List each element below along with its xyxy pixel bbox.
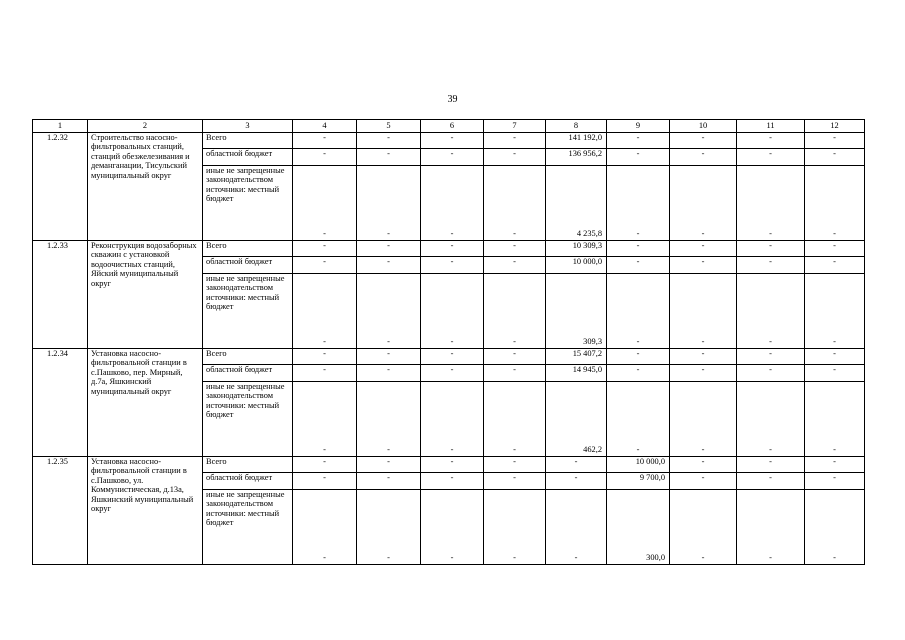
value-cell: - [357,457,421,473]
value-cell: - [737,133,805,149]
value-cell: - [357,257,421,274]
value-cell: - [737,382,805,457]
item-code: 1.2.33 [33,241,88,349]
value-cell: - [670,490,737,565]
column-header: 5 [357,120,421,133]
value-cell: - [421,133,484,149]
value-cell: - [293,457,357,473]
value-cell: - [670,274,737,349]
column-header: 3 [203,120,293,133]
value-cell: - [737,274,805,349]
value-cell: - [484,149,546,166]
value-cell: - [421,365,484,382]
value-cell: - [670,382,737,457]
column-header: 12 [805,120,865,133]
column-header: 2 [88,120,203,133]
value-cell: - [357,490,421,565]
value-cell: - [293,490,357,565]
value-cell: - [805,349,865,365]
value-cell: - [293,149,357,166]
value-cell: - [293,257,357,274]
value-cell: - [484,490,546,565]
funding-source-label: областной бюджет [206,365,273,374]
value-cell: - [484,257,546,274]
value-cell: - [421,149,484,166]
value-cell: 136 956,2 [546,149,607,166]
value-cell: - [357,274,421,349]
value-cell: - [805,473,865,490]
value-cell: - [484,349,546,365]
value-cell: - [357,473,421,490]
value-cell: - [607,166,670,241]
value-cell: - [670,149,737,166]
value-cell: 300,0 [607,490,670,565]
value-cell: - [805,166,865,241]
value-cell: - [805,149,865,166]
value-cell: - [805,241,865,257]
value-cell: 14 945,0 [546,365,607,382]
value-cell: 4 235,8 [546,166,607,241]
value-cell: - [805,133,865,149]
value-cell: - [805,382,865,457]
value-cell: - [737,257,805,274]
value-cell: - [607,257,670,274]
value-cell: - [293,473,357,490]
funding-source [203,257,293,274]
value-cell: - [607,365,670,382]
value-cell: - [484,274,546,349]
value-cell: - [737,349,805,365]
value-cell: - [670,365,737,382]
funding-source [203,241,293,257]
value-cell: 15 407,2 [546,349,607,365]
value-cell: - [484,166,546,241]
funding-source [203,490,293,565]
item-description: Установка насосно-фильтровальной станции в с.Пашково, ул. Коммунистическая, д.13а, Яшкинский муниципальный округ [88,457,203,565]
value-cell: - [421,166,484,241]
value-cell: - [421,241,484,257]
funding-source [203,457,293,473]
value-cell: - [293,274,357,349]
header-row [33,120,865,133]
value-cell: - [670,257,737,274]
funding-source [203,349,293,365]
funding-source-label: Всего [206,349,227,358]
value-cell: - [607,149,670,166]
value-cell: - [546,457,607,473]
value-cell: 141 192,0 [546,133,607,149]
column-header: 6 [421,120,484,133]
value-cell: - [670,241,737,257]
funding-source [203,274,293,349]
value-cell: - [357,149,421,166]
value-cell: - [484,457,546,473]
value-cell: - [421,473,484,490]
value-cell: - [737,241,805,257]
table-row [33,241,865,257]
table-row [33,133,865,149]
value-cell: - [293,166,357,241]
funding-source [203,166,293,241]
funding-source-label: Всего [206,133,227,142]
value-cell: - [737,365,805,382]
value-cell: - [484,133,546,149]
budget-table [32,119,865,565]
funding-source-label: Всего [206,241,227,250]
item-description: Реконструкция водозаборных скважин с установкой водоочистных станций, Яйский муниципальный округ [88,241,203,349]
funding-source [203,473,293,490]
item-description: Строительство насосно-фильтровальных станций, станций обезжелезивания и деманганации, Тисульский муниципальный округ [88,133,203,241]
value-cell: - [293,241,357,257]
table-row [33,349,865,365]
funding-source-label: иные не запрещенные законодательством источники: местный бюджет [206,166,285,204]
value-cell: - [805,274,865,349]
value-cell: 10 309,3 [546,241,607,257]
value-cell: - [357,382,421,457]
funding-source [203,365,293,382]
value-cell: - [357,133,421,149]
funding-source-label: областной бюджет [206,473,273,482]
value-cell: - [670,473,737,490]
value-cell: - [293,365,357,382]
item-code: 1.2.32 [33,133,88,241]
column-header: 7 [484,120,546,133]
value-cell: - [421,490,484,565]
value-cell: - [546,473,607,490]
value-cell: - [421,382,484,457]
value-cell: - [737,473,805,490]
value-cell: 10 000,0 [546,257,607,274]
value-cell: - [670,457,737,473]
value-cell: - [737,490,805,565]
value-cell: - [670,166,737,241]
value-cell: - [737,166,805,241]
value-cell: - [421,349,484,365]
value-cell: - [357,241,421,257]
value-cell: - [805,257,865,274]
funding-source-label: иные не запрещенные законодательством источники: местный бюджет [206,490,285,528]
value-cell: - [805,365,865,382]
item-description: Установка насосно-фильтровальной станции в с.Пашково, пер. Мирный, д.7а, Яшкинский муниципальный округ [88,349,203,457]
value-cell: - [607,349,670,365]
column-header: 1 [33,120,88,133]
value-cell: - [293,349,357,365]
value-cell: 309,3 [546,274,607,349]
value-cell: 10 000,0 [607,457,670,473]
item-code: 1.2.34 [33,349,88,457]
funding-source [203,133,293,149]
value-cell: - [421,257,484,274]
page-number: 39 [447,94,458,105]
item-code: 1.2.35 [33,457,88,565]
funding-source-label: иные не запрещенные законодательством источники: местный бюджет [206,382,285,420]
funding-source-label: областной бюджет [206,149,273,158]
value-cell: - [357,166,421,241]
value-cell: - [357,349,421,365]
value-cell: - [670,133,737,149]
value-cell: - [484,241,546,257]
value-cell: - [484,365,546,382]
column-header: 8 [546,120,607,133]
value-cell: - [421,457,484,473]
value-cell: - [546,490,607,565]
funding-source-label: областной бюджет [206,257,273,266]
table-row [33,457,865,473]
value-cell: - [421,274,484,349]
value-cell: - [805,457,865,473]
column-header: 9 [607,120,670,133]
value-cell: - [737,149,805,166]
value-cell: - [484,382,546,457]
value-cell: - [293,133,357,149]
value-cell: - [357,365,421,382]
column-header: 4 [293,120,357,133]
value-cell: - [607,382,670,457]
value-cell: - [737,457,805,473]
value-cell: - [670,349,737,365]
value-cell: - [805,490,865,565]
column-header: 10 [670,120,737,133]
funding-source [203,149,293,166]
funding-source-label: Всего [206,457,227,466]
value-cell: 462,2 [546,382,607,457]
funding-source-label: иные не запрещенные законодательством источники: местный бюджет [206,274,285,312]
value-cell: - [484,473,546,490]
value-cell: - [607,241,670,257]
funding-source [203,382,293,457]
value-cell: - [293,382,357,457]
value-cell: 9 700,0 [607,473,670,490]
value-cell: - [607,274,670,349]
value-cell: - [607,133,670,149]
column-header: 11 [737,120,805,133]
